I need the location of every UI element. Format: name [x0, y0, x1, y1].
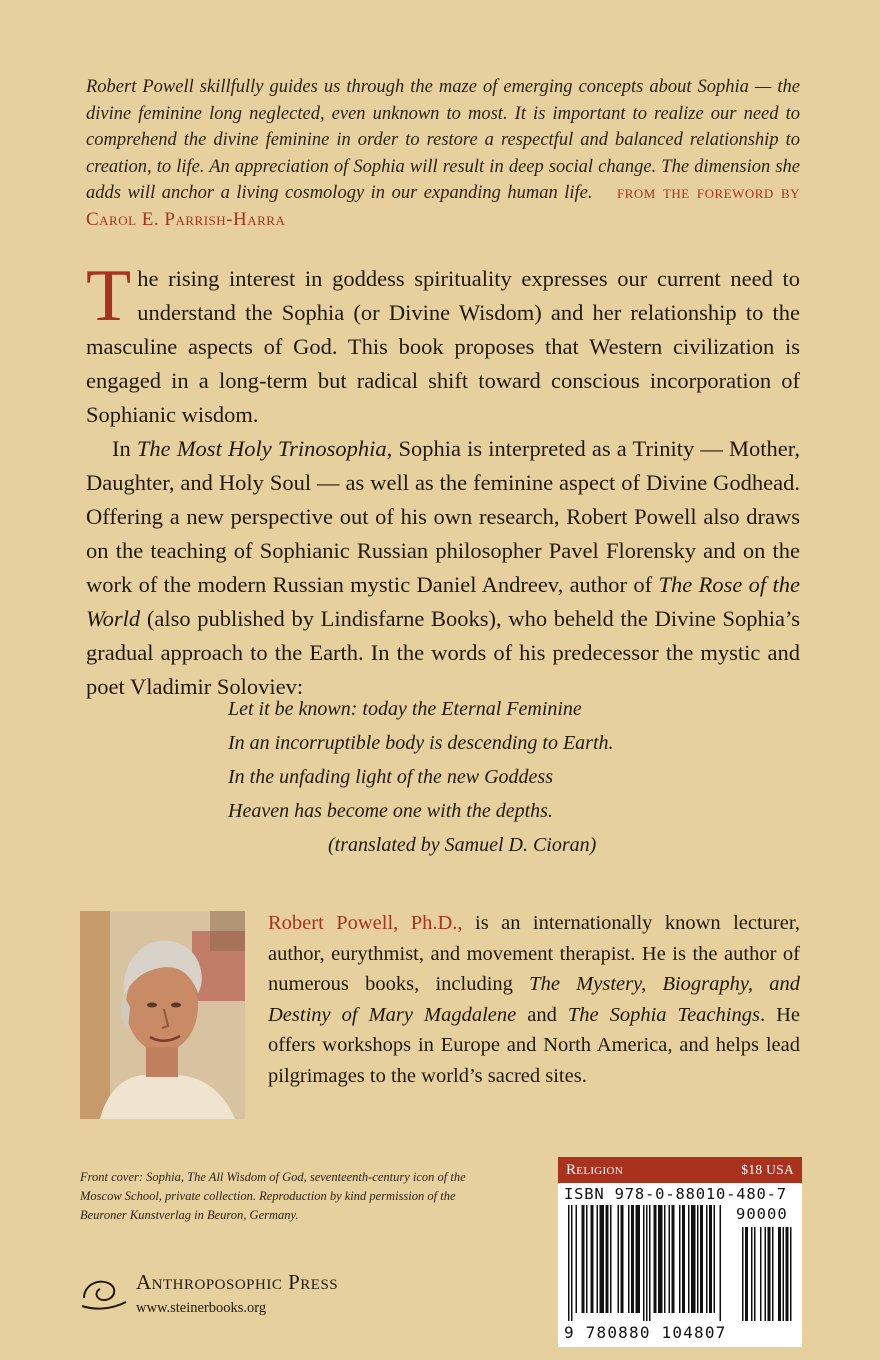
barcode-image: [564, 1205, 796, 1323]
barcode-bar: [714, 1205, 716, 1313]
barcode-bar: [688, 1205, 690, 1313]
publisher: [80, 1268, 410, 1328]
author-bio: [268, 908, 800, 1091]
poem-line: In the unfading light of the new Goddess: [228, 766, 553, 788]
barcode-addon-bar: [742, 1227, 744, 1321]
paragraph-1-text: he rising interest in goddess spirituality expresses our current need to understand the Sophia (or Divine Wisdom) and her relationship to the masculine aspects of God. This book proposes that Western civilization is engaged in a long-term but radical shift toward conscious incorporation of Sophianic wisdom.: [86, 266, 800, 427]
barcode-bar: [600, 1205, 605, 1313]
paragraph-2-text: Sophia is interpreted as a Trinity — Mother, Daughter, and Holy Soul — as well as the feminine aspect of Divine Godhead. Offering a new perspective out of his own research, Robert Powell also draws on the teaching of Sophianic Russian philosopher Pavel Florensky and on the work of the modern Russian mystic Daniel Andreev, author of: [86, 436, 800, 597]
barcode-addon-bar: [754, 1227, 756, 1321]
barcode-bar: [700, 1205, 703, 1313]
barcode-bar: [628, 1205, 630, 1313]
barcode-bar: [706, 1205, 708, 1313]
barcode-bar: [664, 1205, 666, 1313]
author-portrait-image: [80, 911, 245, 1119]
barcode-bar: [631, 1205, 634, 1313]
description-paragraph-1: [86, 255, 800, 432]
bio-text-3: . He offers workshops in Europe and North America, and helps lead pilgrimages to the world’s sacred sites.: [268, 1003, 800, 1087]
barcode-bar: [636, 1205, 641, 1313]
price-label: $18 USA: [741, 1162, 794, 1177]
publisher-url: www.steinerbooks.org: [136, 1300, 267, 1316]
poem-line: Heaven has become one with the depths.: [228, 800, 553, 822]
isbn-text: ISBN 978-0-88010-480-7: [564, 1185, 787, 1203]
author-photo: [80, 911, 245, 1119]
barcode-addon-bar: [786, 1227, 789, 1321]
barcode-bar: [597, 1205, 599, 1313]
barcode-bar: [606, 1205, 609, 1313]
translation-credit: (translated by Samuel D. Cioran): [328, 834, 597, 856]
barcode-bar: [571, 1205, 573, 1321]
barcode-addon-bar: [768, 1227, 771, 1321]
bio-text: is an internationally known lecturer, author, eurythmist, and movement therapist. He is the author of numerous books, including: [268, 912, 800, 995]
barcode-addon-bar: [778, 1227, 781, 1321]
barcode-bar: [610, 1205, 612, 1313]
barcode-bar: [591, 1205, 594, 1313]
barcode-bar: [646, 1205, 648, 1321]
blurb-text: Robert Powell skillfully guides us through the maze of emerging concepts about Sophia — the divine feminine long neglected, even unknown to most. It is important to realize our need to comprehend the divine feminine in order to restore a respectful and balanced relationship to creation, to life. An appreciation of Sophia will result in deep social change. The dimension she adds will anchor a living cosmology in our expanding human life.: [86, 77, 800, 203]
barcode-bar: [582, 1205, 585, 1313]
barcode-digits: 9 780880 104807: [564, 1323, 727, 1342]
barcode-bar: [709, 1205, 712, 1313]
barcode-bar: [658, 1205, 663, 1313]
publisher-logo-icon: [80, 1272, 128, 1312]
description: [86, 255, 800, 704]
barcode-addon-bar: [790, 1227, 792, 1321]
category-band: [558, 1157, 802, 1183]
book-title-trinosophia: The Most Holy Trinosophia,: [136, 436, 393, 461]
category-label: Religion: [566, 1161, 624, 1178]
barcode-bar: [654, 1205, 657, 1313]
barcode-bar: [697, 1205, 699, 1313]
poem-line: Let it be known: today the Eternal Feminine: [228, 698, 582, 720]
poem-line: In an incorruptible body is descending to Earth.: [228, 732, 614, 754]
barcode-bar: [568, 1205, 570, 1321]
cover-credit: Front cover: Sophia, The All Wisdom of God, seventeenth-century icon of the Moscow School, private collection. Reproduction by kind permission of the Beuroner Kunstverlag in Beuron, Germany.: [80, 1170, 466, 1222]
barcode-addon-bar: [772, 1227, 774, 1321]
barcode-addon-bar: [751, 1227, 753, 1321]
barcode-addon-bar: [760, 1227, 762, 1321]
barcode-bar: [649, 1205, 651, 1321]
barcode-bar: [672, 1205, 675, 1313]
barcode-bar: [679, 1205, 681, 1313]
barcode-addon-bar: [783, 1227, 785, 1321]
blurb-attribution: from the foreword by Carol E. Parrish-Harra: [86, 182, 801, 230]
bio-book-1: The Mystery, Biography, and Destiny of Mary Magdalene: [268, 973, 801, 1026]
barcode-bar: [621, 1205, 624, 1313]
barcode-bar: [682, 1205, 685, 1313]
barcode-bar: [643, 1205, 645, 1321]
paragraph-2-end: (also published by Lindisfarne Books), who beheld the Divine Sophia’s gradual approach to the Earth. In the words of his predecessor the mystic and poet Vladimir Soloviev:: [86, 606, 800, 699]
bio-book-2: The Sophia Teachings: [567, 1003, 760, 1026]
drop-cap: T: [86, 255, 132, 337]
barcode-bar: [720, 1205, 722, 1321]
publisher-name: Anthroposophic Press: [136, 1270, 339, 1294]
barcode-bar: [576, 1205, 578, 1313]
price-code: 90000: [736, 1205, 788, 1223]
barcode-bar: [669, 1205, 671, 1313]
barcode-bar: [691, 1205, 696, 1313]
description-paragraph-2: [86, 432, 800, 704]
bio-text-2: and: [516, 1003, 568, 1026]
barcode-addon-bar: [765, 1227, 767, 1321]
barcode-box: [558, 1157, 802, 1347]
author-name: Robert Powell, Ph.D.,: [268, 912, 463, 934]
barcode-bar: [586, 1205, 588, 1313]
barcode-bar: [618, 1205, 620, 1313]
book-title-rose-of-the-world: The Rose of the World: [86, 572, 800, 631]
foreword-blurb: [86, 74, 800, 233]
barcode-addon-bar: [745, 1227, 748, 1321]
paragraph-2-intro: In: [112, 436, 137, 461]
poem: [228, 692, 728, 862]
